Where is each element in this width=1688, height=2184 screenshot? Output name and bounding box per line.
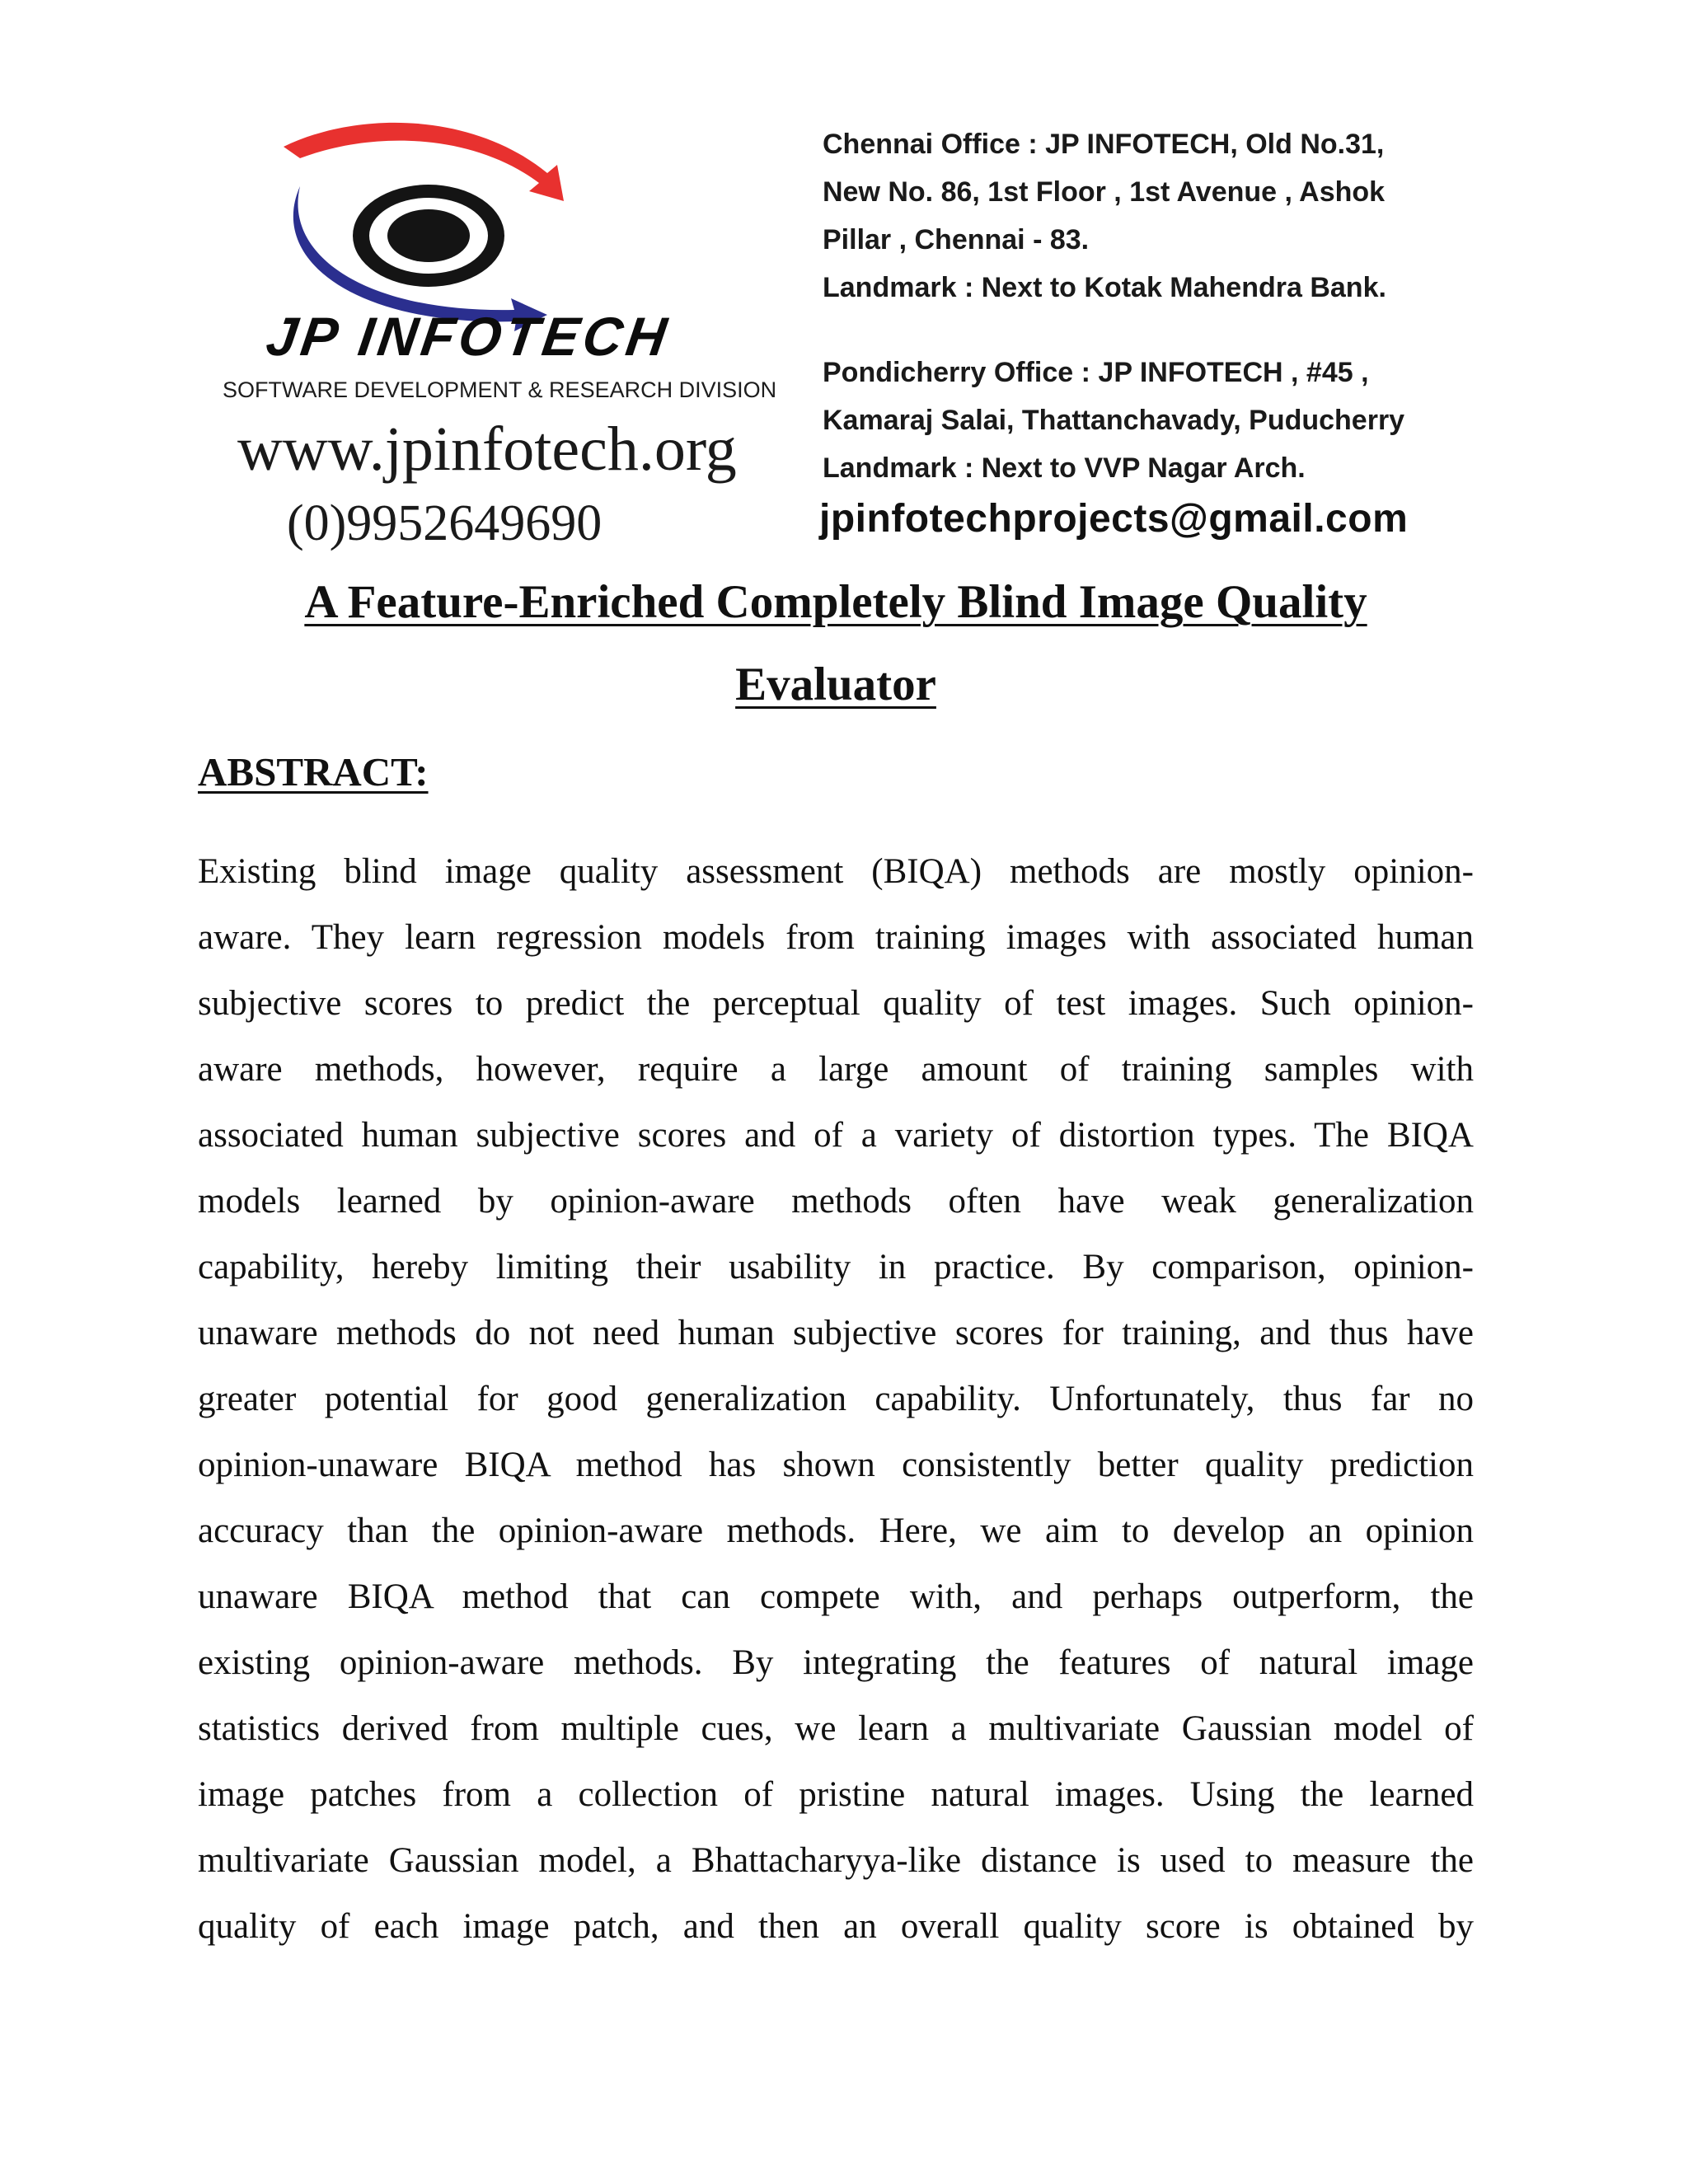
brand-tagline: SOFTWARE DEVELOPMENT & RESEARCH DIVISION — [223, 377, 777, 402]
abstract-line: accuracy than the opinion-aware methods. Here, we aim to develop an opinion — [198, 1511, 1474, 1550]
pondicherry-office-address — [823, 349, 1404, 492]
document-title-line-1: A Feature-Enriched Completely Blind Image Quality — [304, 576, 1367, 628]
abstract-line: greater potential for good generalization capability. Unfortunately, thus far no — [198, 1380, 1474, 1418]
abstract-line: aware. They learn regression models from training images with associated human — [198, 918, 1474, 957]
abstract-line: statistics derived from multiple cues, we learn a multivariate Gaussian model of — [198, 1709, 1474, 1748]
brand-phone: (0)9952649690 — [287, 495, 603, 551]
abstract-line: aware methods, however, require a large amount of training samples with — [198, 1050, 1474, 1089]
chennai-office-line: Pillar , Chennai - 83. — [823, 224, 1090, 255]
brand-name: JP INFOTECH — [262, 306, 675, 367]
brand-website: www.jpinfotech.org — [237, 415, 737, 484]
contact-email: jpinfotechprojects@gmail.com — [819, 497, 1409, 541]
abstract-line: unaware methods do not need human subjective scores for training, and thus have — [198, 1314, 1474, 1352]
abstract-heading: ABSTRACT: — [198, 749, 429, 794]
chennai-office-line: Chennai Office : JP INFOTECH, Old No.31, — [823, 129, 1385, 160]
abstract-line: opinion-unaware BIQA method has shown consistently better quality prediction — [198, 1446, 1474, 1484]
letterhead-banner — [201, 97, 1472, 574]
chennai-office-line: New No. 86, 1st Floor , 1st Avenue , Ashok — [823, 176, 1386, 208]
document-title-line-2: Evaluator — [735, 658, 936, 710]
pondicherry-office-line: Landmark : Next to VVP Nagar Arch. — [823, 452, 1306, 484]
abstract-line: multivariate Gaussian model, a Bhattacharyya-like distance is used to measure the — [198, 1841, 1474, 1880]
abstract-line: existing opinion-aware methods. By integrating the features of natural image — [198, 1643, 1474, 1682]
abstract-body — [198, 846, 1474, 1966]
abstract-line: associated human subjective scores and of a variety of distortion types. The BIQA — [198, 1116, 1474, 1155]
abstract-line: quality of each image patch, and then an overall quality score is obtained by — [198, 1907, 1474, 1946]
pondicherry-office-line: Kamaraj Salai, Thattanchavady, Puducherry — [823, 405, 1405, 436]
abstract-line: models learned by opinion-aware methods often have weak generalization — [198, 1182, 1474, 1221]
pondicherry-office-line: Pondicherry Office : JP INFOTECH , #45 , — [823, 357, 1369, 388]
chennai-office-line: Landmark : Next to Kotak Mahendra Bank. — [823, 272, 1386, 303]
abstract-line: unaware BIQA method that can compete with, and perhaps outperform, the — [198, 1577, 1474, 1616]
abstract-line: Existing blind image quality assessment (BIQA) methods are mostly opinion- — [198, 852, 1474, 891]
abstract-line: subjective scores to predict the perceptual quality of test images. Such opinion- — [198, 984, 1474, 1023]
chennai-office-address — [823, 120, 1386, 312]
abstract-line: image patches from a collection of pristine natural images. Using the learned — [198, 1775, 1474, 1814]
abstract-line: capability, hereby limiting their usability in practice. By comparison, opinion- — [198, 1248, 1474, 1286]
